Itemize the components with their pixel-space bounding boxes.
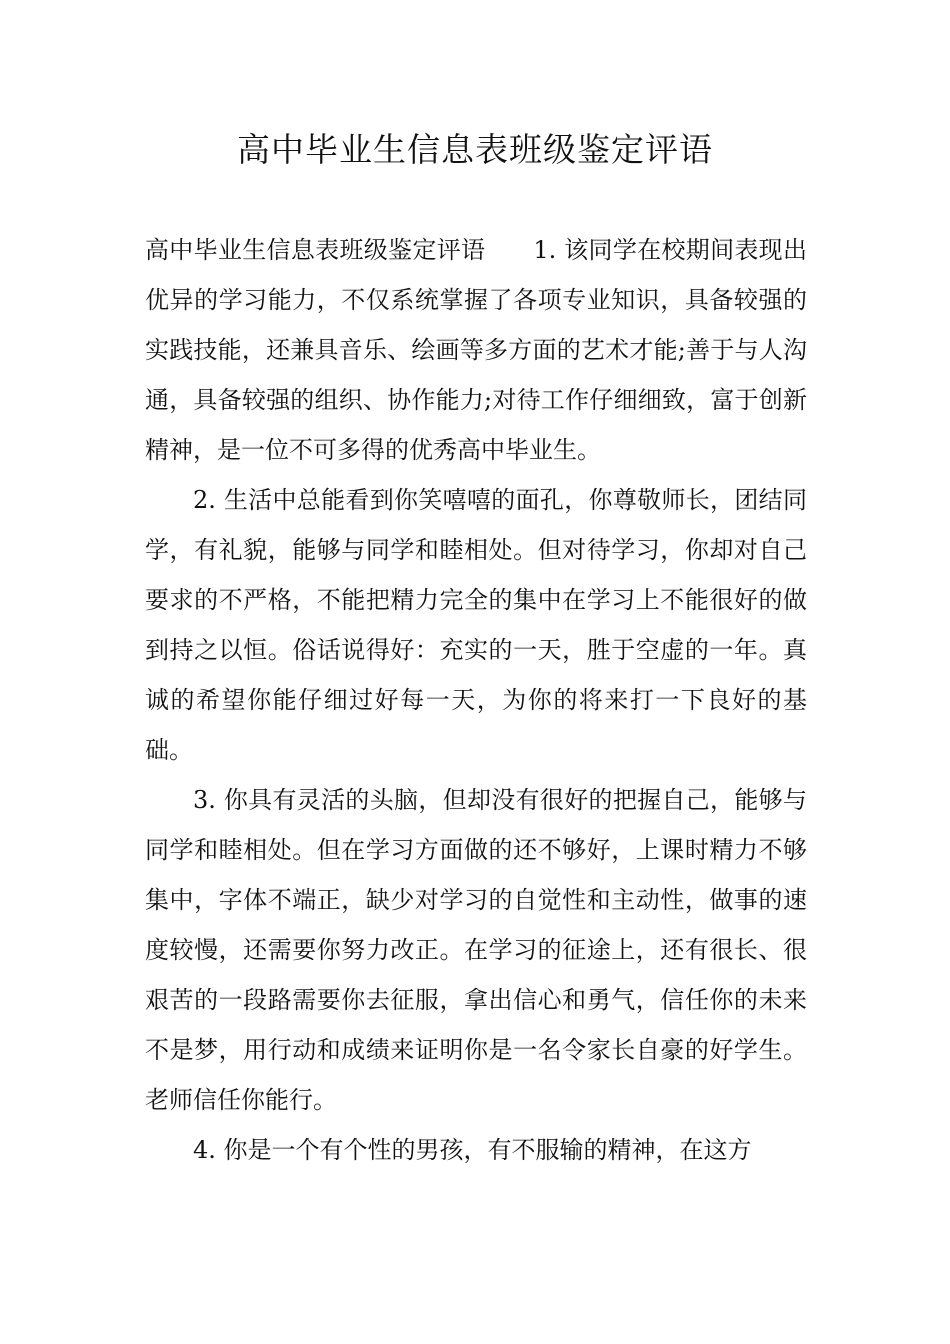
paragraph-2: 2. 生活中总能看到你笑嘻嘻的面孔，你尊敬师长，团结同学，有礼貌，能够与同学和睦相处。但对待学习，你却对自己要求的不严格，不能把精力完全的集中在学习上不能很好的做到持之以恒。俗话说得好：充实的一天，胜于空虚的一年。真诚的希望你能仔细过好每一天，为你的将来打一下良好的基础。 <box>145 486 807 764</box>
document-body <box>145 225 807 1175</box>
paragraph-3: 3. 你具有灵活的头脑，但却没有很好的把握自己，能够与同学和睦相处。但在学习方面做的还不够好，上课时精力不够集中，字体不端正，缺少对学习的自觉性和主动性，做事的速度较慢，还需要你努力改正。在学习的征途上，还有很长、很艰苦的一段路需要你去征服，拿出信心和勇气，信任你的未来不是梦，用行动和成绩来证明你是一名令家长自豪的好学生。老师信任你能行。 <box>145 786 807 1114</box>
paragraph-1 <box>145 225 807 475</box>
document-title: 高中毕业生信息表班级鉴定评语 <box>237 130 713 169</box>
intro-label: 高中毕业生信息表班级鉴定评语 <box>145 236 486 264</box>
paragraph-4: 4. 你是一个有个性的男孩，有不服输的精神，在这方 <box>193 1136 752 1164</box>
paragraph-1-text: 1. 该同学在校期间表现出优异的学习能力，不仅系统掌握了各项专业知识，具备较强的实践技能，还兼具音乐、绘画等多方面的艺术才能;善于与人沟通，具备较强的组织、协作能力;对待工作仔细细致，富于创新精神，是一位不可多得的优秀高中毕业生。 <box>145 236 807 464</box>
